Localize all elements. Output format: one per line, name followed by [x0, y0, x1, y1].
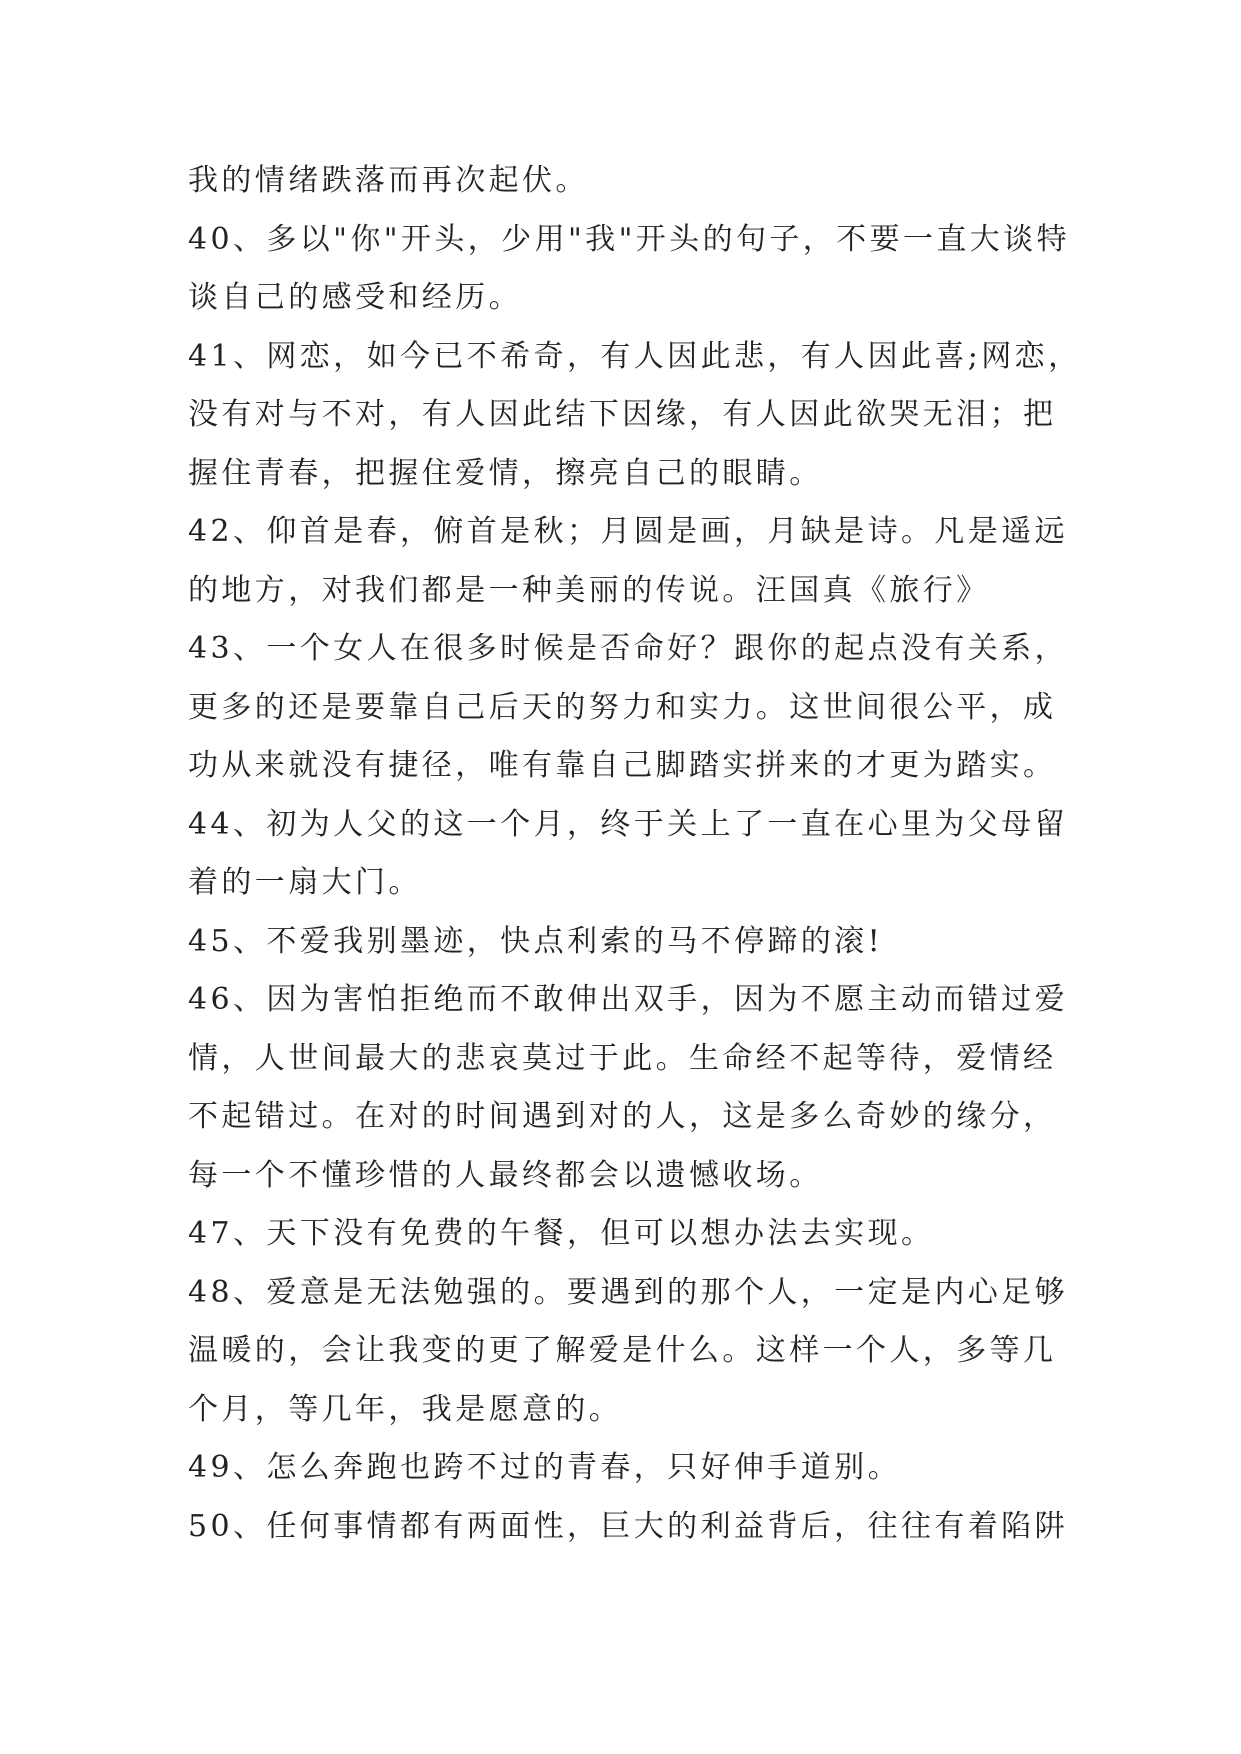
- text-line: 功从来就没有捷径，唯有靠自己脚踏实拼来的才更为踏实。: [188, 748, 1057, 783]
- text-line: 情，人世间最大的悲哀莫过于此。生命经不起等待，爱情经: [188, 1040, 1057, 1076]
- text-line: 42、仰首是春，俯首是秋；月圆是画，月缺是诗。凡是遥远: [188, 514, 1068, 549]
- text-line: 的地方，对我们都是一种美丽的传说。汪国真《旅行》: [188, 572, 990, 608]
- text-line: 40、多以"你"开头，少用"我"开头的句子，不要一直大谈特: [188, 221, 1070, 257]
- text-line: 49、怎么奔跑也跨不过的青春，只好伸手道别。: [188, 1450, 901, 1485]
- text-line: 温暖的，会让我变的更了解爱是什么。这样一个人，多等几: [188, 1333, 1057, 1368]
- text-line: 48、爱意是无法勉强的。要遇到的那个人，一定是内心足够: [188, 1274, 1068, 1310]
- text-line: 谈自己的感受和经历。: [188, 280, 522, 315]
- text-line: 没有对与不对，有人因此结下因缘，有人因此欲哭无泪；把: [188, 397, 1057, 432]
- text-line: 44、初为人父的这一个月，终于关上了一直在心里为父母留: [188, 806, 1068, 842]
- text-line: 不起错过。在对的时间遇到对的人，这是多么奇妙的缘分，: [188, 1099, 1057, 1134]
- text-line: 47、天下没有免费的午餐，但可以想办法去实现。: [188, 1216, 935, 1251]
- text-line: 46、因为害怕拒绝而不敢伸出双手，因为不愿主动而错过爱: [188, 982, 1068, 1017]
- text-line: 握住青春，把握住爱情，擦亮自己的眼睛。: [188, 455, 823, 491]
- text-line: 50、任何事情都有两面性，巨大的利益背后，往往有着陷阱: [188, 1508, 1068, 1544]
- document-body: [188, 152, 1082, 1556]
- text-line: 每一个不懂珍惜的人最终都会以遗憾收场。: [188, 1157, 823, 1193]
- text-line: 41、网恋，如今已不希奇，有人因此悲，有人因此喜;网恋，: [188, 338, 1082, 374]
- text-line: 更多的还是要靠自己后天的努力和实力。这世间很公平，成: [188, 689, 1057, 725]
- text-line: 我的情绪跌落而再次起伏。: [188, 163, 589, 198]
- text-line: 43、一个女人在很多时候是否命好？跟你的起点没有关系，: [188, 631, 1068, 666]
- text-line: 个月，等几年，我是愿意的。: [188, 1391, 623, 1427]
- text-line: 着的一扇大门。: [188, 865, 422, 900]
- text-line: 45、不爱我别墨迹，快点利索的马不停蹄的滚!: [188, 923, 884, 959]
